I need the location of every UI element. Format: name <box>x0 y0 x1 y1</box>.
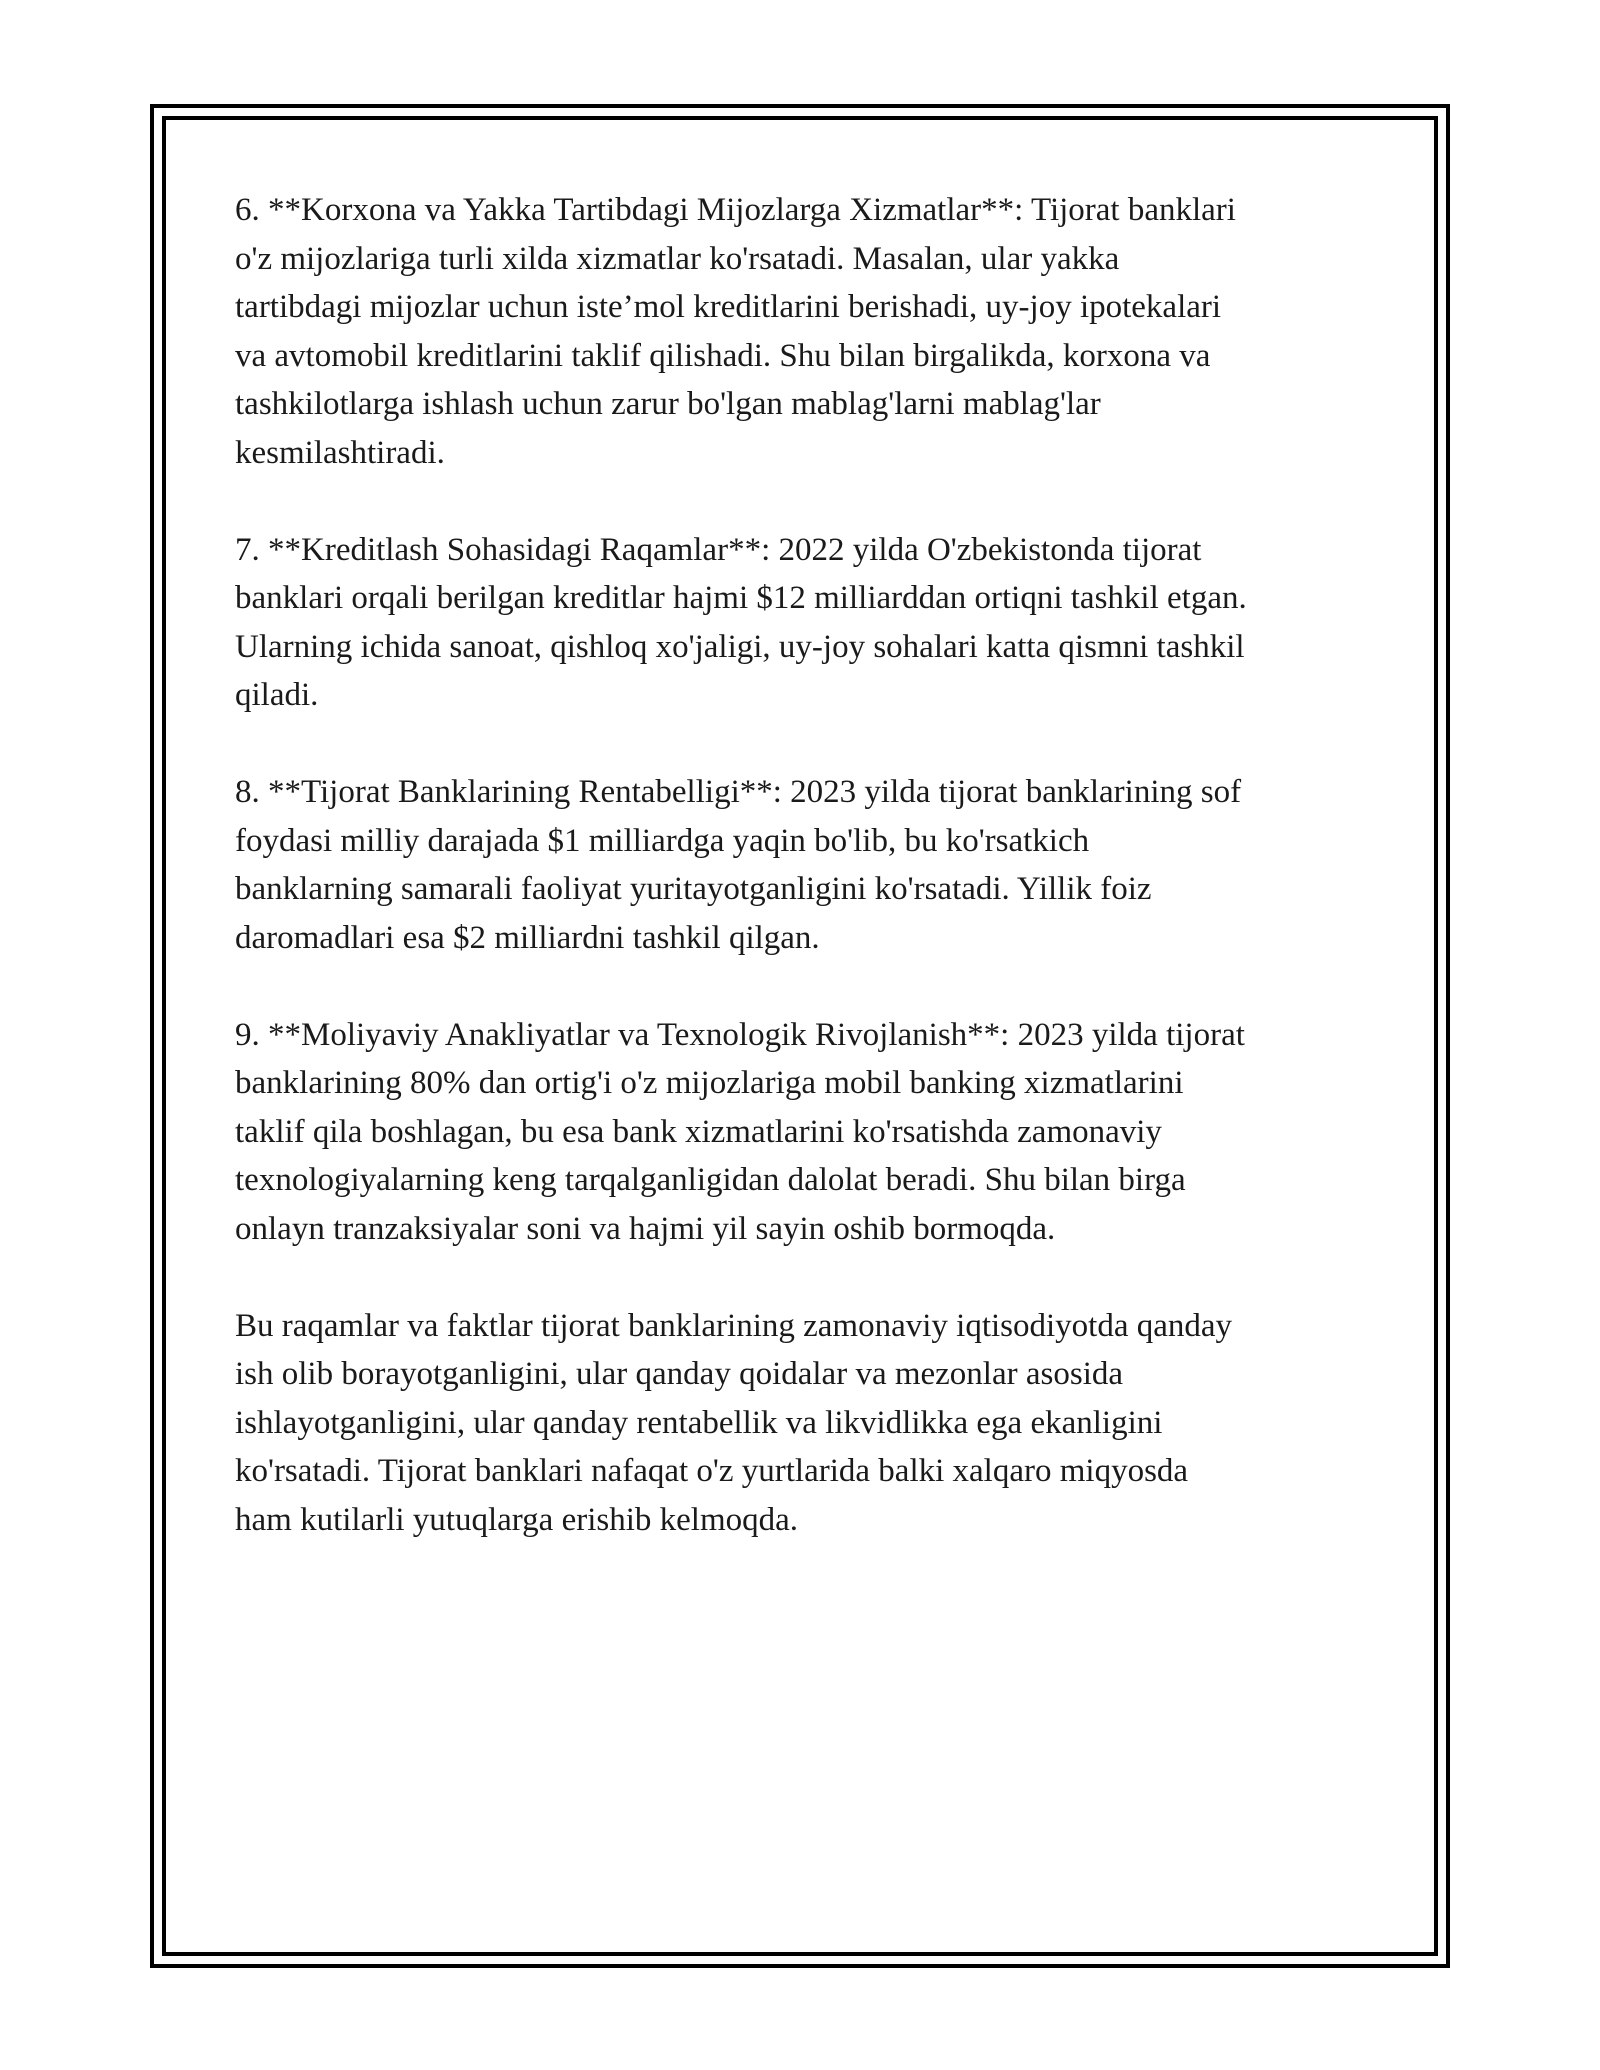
paragraph-6-corporate-individual-services: 6. **Korxona va Yakka Tartibdagi Mijozlarga Xizmatlar**: Tijorat banklari o'z mijozlariga turli xilda xizmatlar ko'rsatadi. Masalan, ular yakka tartibdagi mijozlar uchun iste’mol kreditlarini berishadi, uy-joy ipotekalari va avtomobil kreditlarini taklif qilishadi. Shu bilan birgalikda, korxona va tashkilotlarga ishlash uchun zarur bo'lgan mablag'larni mablag'lar kesmilashtiradi. <box>235 192 1236 471</box>
paragraph-8-bank-profitability: 8. **Tijorat Banklarining Rentabelligi**: 2023 yilda tijorat banklarining sof foydasi milliy darajada $1 milliardga yaqin bo'lib, bu ko'rsatkich banklarning samarali faoliyat yuritayotganligini ko'rsatadi. Yillik foiz daromadlari esa $2 milliardni tashkil qilgan. <box>235 774 1242 956</box>
paragraph-conclusion: Bu raqamlar va faktlar tijorat banklarining zamonaviy iqtisodiyotda qanday ish olib borayotganligini, ular qanday qoidalar va mezonlar asosida ishlayotganligini, ular qanday rentabellik va likvidlikka ega ekanligini ko'rsatadi. Tijorat banklari nafaqat o'z yurtlarida balki xalqaro miqyosda ham kutilarli yutuqlarga erishib kelmoqda. <box>235 1307 1233 1538</box>
paragraph-9-financial-technology: 9. **Moliyaviy Anakliyatlar va Texnologik Rivojlanish**: 2023 yilda tijorat banklarining 80% dan ortig'i o'z mijozlariga mobil banking xizmatlarini taklif qila boshlagan, bu esa bank xizmatlarini ko'rsatishda zamonaviy texnologiyalarning keng tarqalganligidan dalolat beradi. Shu bilan birga onlayn tranzaksiyalar soni va hajmi yil sayin oshib bormoqda. <box>235 1016 1245 1247</box>
paragraph-7-lending-figures: 7. **Kreditlash Sohasidagi Raqamlar**: 2022 yilda O'zbekistonda tijorat banklari orqali berilgan kreditlar hajmi $12 milliarddan ortiqni tashkil etgan. Ularning ichida sanoat, qishloq xo'jaligi, uy-joy sohalari katta qismni tashkil qiladi. <box>235 531 1247 713</box>
document-body <box>235 186 1375 1593</box>
